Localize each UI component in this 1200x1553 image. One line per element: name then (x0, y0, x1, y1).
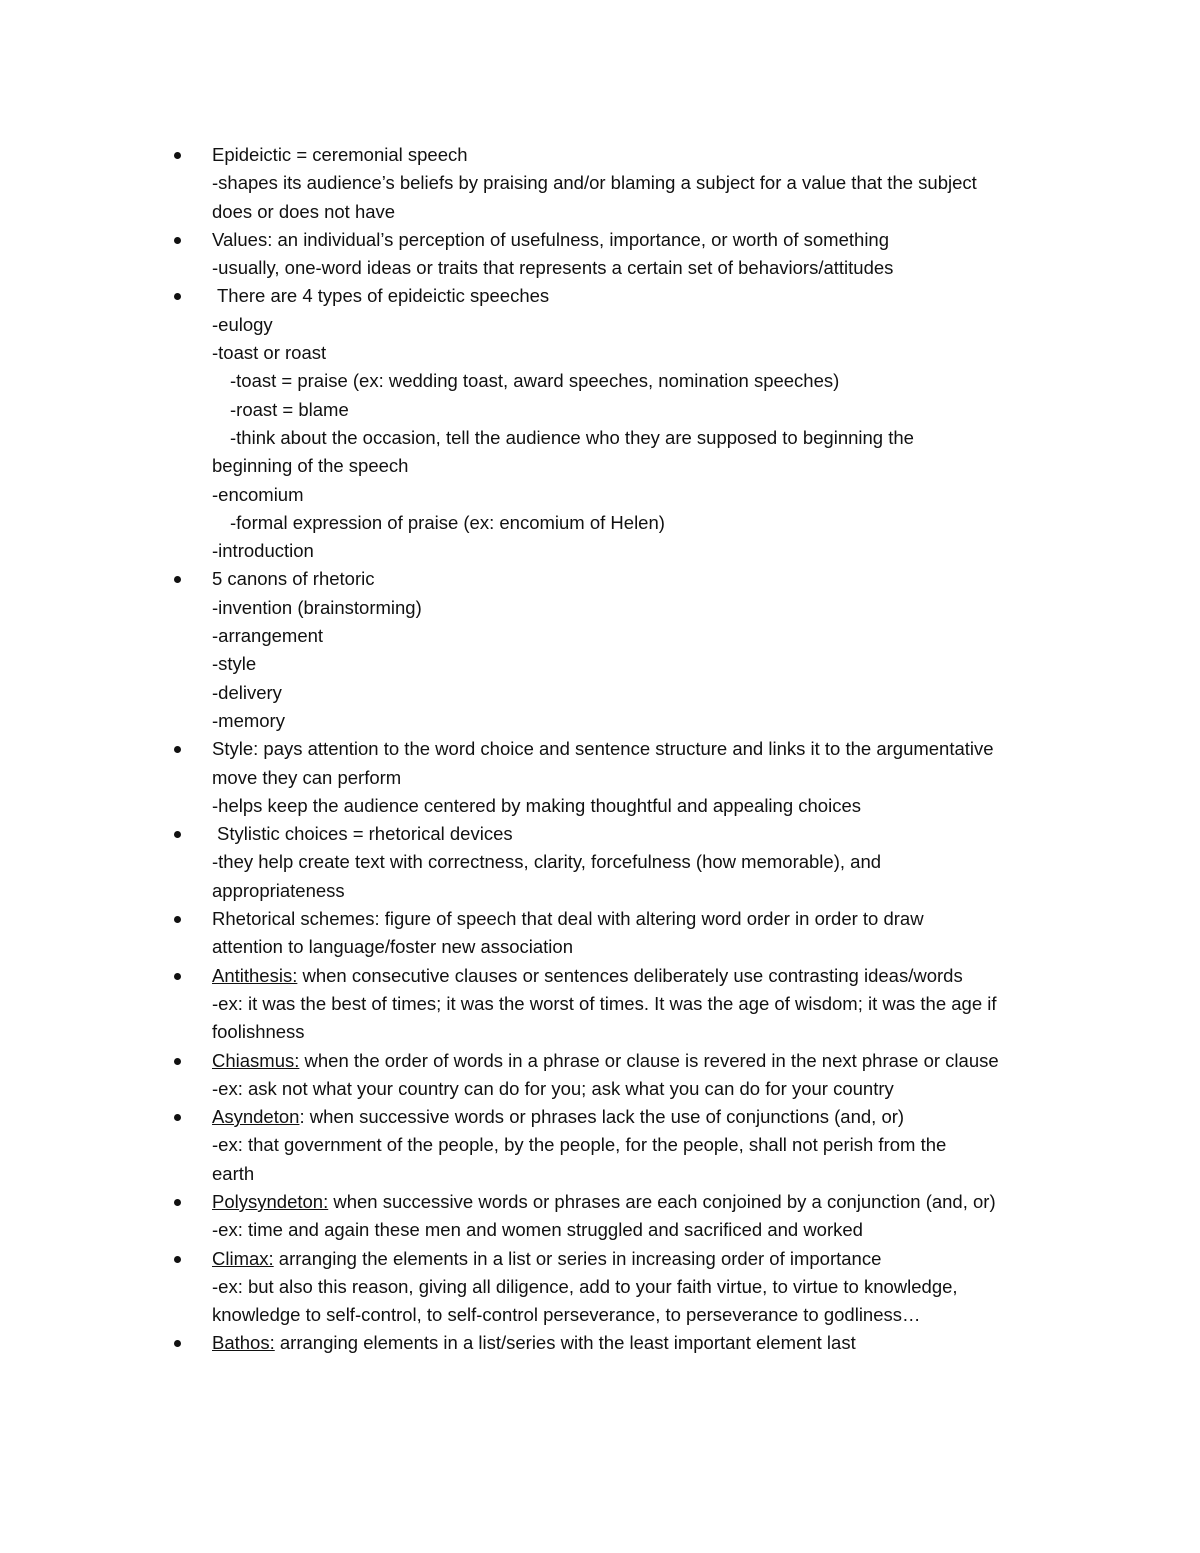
line-content: earth (212, 1162, 255, 1184)
term-label: Polysyndeton: (212, 1190, 329, 1212)
line-content: -usually, one-word ideas or traits that represents a certain set of behaviors/attitudes (212, 257, 894, 279)
line-content: -style (212, 653, 257, 675)
bullet-dot-icon (174, 1058, 181, 1065)
bullet-item (0, 1329, 1200, 1357)
bullet-item (0, 141, 1200, 169)
note-line (0, 707, 1200, 735)
line-content: knowledge to self-control, to self-control perseverance, to perseverance to godliness… (212, 1304, 921, 1326)
line-content: -they help create text with correctness, clarity, forcefulness (how memorable), and (212, 851, 882, 873)
line-content: when consecutive clauses or sentences deliberately use contrasting ideas/words (297, 964, 963, 986)
notes-list (0, 141, 1200, 1358)
note-line (0, 877, 1200, 905)
bullet-dot-icon (174, 831, 181, 838)
note-line (0, 622, 1200, 650)
line-content: -ex: ask not what your country can do for you; ask what you can do for your country (212, 1077, 894, 1099)
term-label: Climax: (212, 1247, 274, 1269)
note-line (0, 452, 1200, 480)
bullet-item (0, 1103, 1200, 1131)
note-line (0, 1273, 1200, 1301)
line-content: : when successive words or phrases lack the use of conjunctions (and, or) (299, 1106, 905, 1128)
bullet-item (0, 226, 1200, 254)
line-text (212, 141, 468, 169)
line-text (230, 509, 665, 537)
line-text (212, 933, 573, 961)
line-content: -arrangement (212, 625, 324, 647)
line-text (212, 877, 345, 905)
line-text (212, 1047, 999, 1075)
line-text (212, 198, 395, 226)
line-content: -helps keep the audience centered by making thoughtful and appealing choices (212, 794, 861, 816)
line-content: -ex: time and again these men and women struggled and sacrificed and worked (212, 1219, 863, 1241)
line-text (212, 1329, 856, 1357)
term-label: Chiasmus: (212, 1049, 300, 1071)
line-content: -eulogy (212, 313, 273, 335)
bullet-item (0, 1188, 1200, 1216)
line-content: when successive words or phrases are each conjoined by a conjunction (and, or) (328, 1190, 996, 1212)
line-text (212, 764, 401, 792)
line-text (212, 226, 889, 254)
line-content: foolishness (212, 1021, 305, 1043)
note-line (0, 990, 1200, 1018)
line-content: beginning of the speech (212, 455, 409, 477)
bullet-dot-icon (174, 237, 181, 244)
line-text (212, 311, 273, 339)
line-content: -roast = blame (230, 398, 349, 420)
bullet-dot-icon (174, 916, 181, 923)
bullet-dot-icon (174, 746, 181, 753)
line-text (212, 848, 881, 876)
line-text (212, 622, 323, 650)
bullet-dot-icon (174, 1340, 181, 1347)
line-content: -introduction (212, 540, 314, 562)
line-content: -think about the occasion, tell the audience who they are supposed to beginning the (230, 426, 914, 448)
line-text (212, 792, 861, 820)
line-content: -ex: but also this reason, giving all diligence, add to your faith virtue, to virtue to knowledge, (212, 1275, 958, 1297)
line-text (212, 679, 282, 707)
line-text (212, 1245, 881, 1273)
line-content: arranging elements in a list/series with the least important element last (274, 1332, 856, 1354)
line-content: -shapes its audience’s beliefs by praising and/or blaming a subject for a value that the subject (212, 172, 977, 194)
bullet-item (0, 1245, 1200, 1273)
line-text (212, 594, 422, 622)
bullet-dot-icon (174, 152, 181, 159)
line-content: -toast = praise (ex: wedding toast, award speeches, nomination speeches) (230, 370, 840, 392)
line-content: There are 4 types of epideictic speeches (217, 285, 550, 307)
note-line (0, 424, 1200, 452)
line-text (212, 962, 963, 990)
note-line (0, 339, 1200, 367)
line-content: -ex: that government of the people, by the people, for the people, shall not perish from the (212, 1134, 947, 1156)
bullet-dot-icon (174, 1256, 181, 1263)
note-line (0, 1160, 1200, 1188)
line-text (217, 282, 549, 310)
line-text (212, 481, 304, 509)
line-text (212, 1131, 946, 1159)
note-line (0, 1216, 1200, 1244)
line-content: -encomium (212, 483, 304, 505)
line-content: attention to language/foster new association (212, 936, 573, 958)
bullet-dot-icon (174, 973, 181, 980)
line-text (212, 1273, 958, 1301)
term-label: Asyndeton (212, 1106, 300, 1128)
note-line (0, 367, 1200, 395)
line-content: -ex: it was the best of times; it was the worst of times. It was the age of wisdom; it was the age if (212, 992, 997, 1014)
line-content: Style: pays attention to the word choice and sentence structure and links it to the argumentative (212, 738, 994, 760)
note-line (0, 1018, 1200, 1046)
line-content: -toast or roast (212, 342, 327, 364)
line-text (212, 169, 977, 197)
bullet-dot-icon (174, 1114, 181, 1121)
note-line (0, 1131, 1200, 1159)
line-content: -invention (brainstorming) (212, 596, 422, 618)
line-text (212, 735, 994, 763)
note-line (0, 1075, 1200, 1103)
note-line (0, 650, 1200, 678)
note-line (0, 169, 1200, 197)
note-line (0, 1301, 1200, 1329)
line-content: -formal expression of praise (ex: encomium of Helen) (230, 511, 665, 533)
line-text (212, 565, 374, 593)
line-text (212, 1018, 305, 1046)
term-label: Bathos: (212, 1332, 275, 1354)
line-text (212, 452, 408, 480)
bullet-item (0, 820, 1200, 848)
line-text (212, 339, 326, 367)
line-text (212, 254, 893, 282)
note-line (0, 792, 1200, 820)
note-line (0, 764, 1200, 792)
line-content: does or does not have (212, 200, 396, 222)
line-text (212, 1160, 254, 1188)
line-text (212, 707, 285, 735)
bullet-item (0, 905, 1200, 933)
line-text (212, 905, 924, 933)
line-text (212, 1188, 996, 1216)
line-content: when the order of words in a phrase or clause is revered in the next phrase or clause (299, 1049, 999, 1071)
line-text (230, 367, 839, 395)
line-content: appropriateness (212, 879, 345, 901)
line-content: Stylistic choices = rhetorical devices (217, 823, 513, 845)
note-line (0, 481, 1200, 509)
line-text (230, 424, 914, 452)
note-line (0, 311, 1200, 339)
line-text (212, 1301, 921, 1329)
line-text (230, 396, 349, 424)
note-line (0, 933, 1200, 961)
line-content: arranging the elements in a list or series in increasing order of importance (273, 1247, 882, 1269)
term-label: Antithesis: (212, 964, 298, 986)
line-text (212, 650, 256, 678)
bullet-item (0, 1047, 1200, 1075)
bullet-dot-icon (174, 576, 181, 583)
note-line (0, 537, 1200, 565)
note-line (0, 848, 1200, 876)
line-content: Rhetorical schemes: figure of speech that deal with altering word order in order to draw (212, 908, 924, 930)
line-text (212, 1216, 863, 1244)
line-content: Values: an individual’s perception of usefulness, importance, or worth of something (212, 228, 890, 250)
note-line (0, 198, 1200, 226)
line-content: -delivery (212, 681, 282, 703)
note-line (0, 594, 1200, 622)
bullet-item (0, 735, 1200, 763)
bullet-item (0, 565, 1200, 593)
note-line (0, 254, 1200, 282)
note-line (0, 509, 1200, 537)
bullet-item (0, 962, 1200, 990)
line-text (212, 1075, 894, 1103)
bullet-dot-icon (174, 1199, 181, 1206)
line-text (212, 990, 997, 1018)
line-content: -memory (212, 709, 285, 731)
bullet-item (0, 282, 1200, 310)
bullet-dot-icon (174, 293, 181, 300)
line-content: Epideictic = ceremonial speech (212, 144, 468, 165)
line-text (212, 537, 314, 565)
line-content: 5 canons of rhetoric (212, 568, 375, 590)
line-text (217, 820, 513, 848)
line-content: move they can perform (212, 766, 402, 788)
note-line (0, 396, 1200, 424)
line-text (212, 1103, 904, 1131)
note-line (0, 679, 1200, 707)
